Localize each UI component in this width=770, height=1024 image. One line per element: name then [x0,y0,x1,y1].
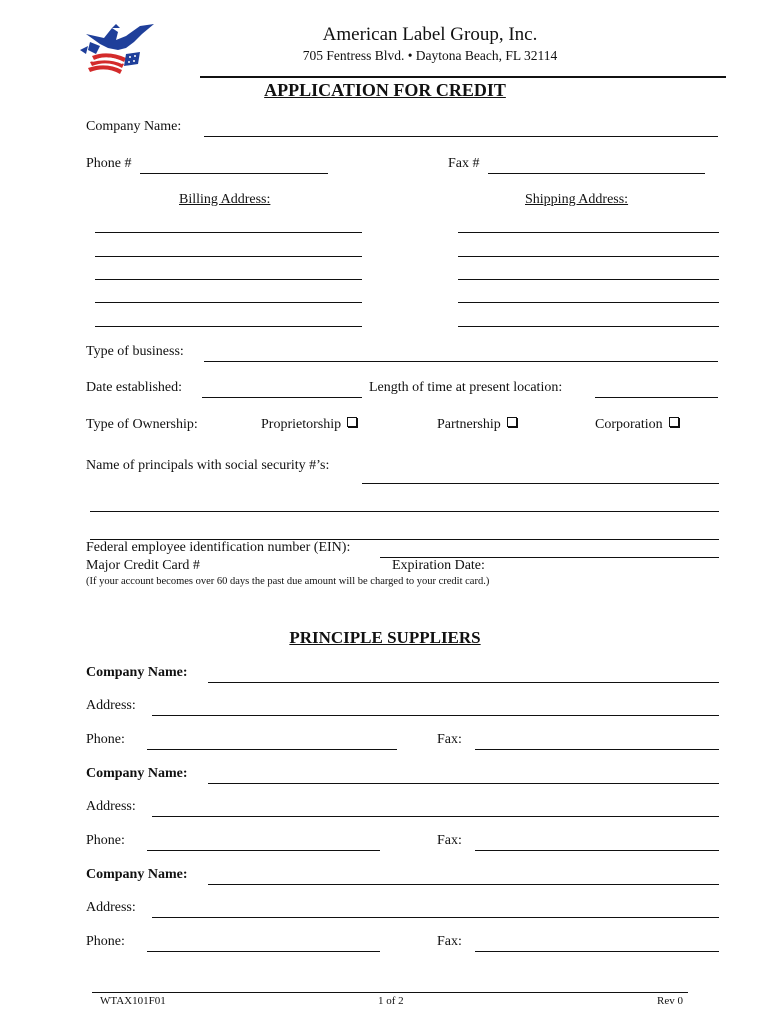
supplier-company-field[interactable] [208,664,719,683]
phone-field[interactable] [140,155,328,174]
partnership-label: Partnership [437,417,501,432]
shipping-address-line[interactable] [458,238,719,257]
supplier-fax-field[interactable] [475,731,719,750]
billing-address-label: Billing Address: [179,192,271,207]
billing-address-line[interactable] [95,214,362,233]
supplier-phone-label: Phone: [86,934,125,949]
page-title: APPLICATION FOR CREDIT [264,80,506,100]
credit-card-label: Major Credit Card # [86,558,200,573]
type-of-business-label: Type of business: [86,344,184,359]
supplier-address-field[interactable] [152,899,719,918]
supplier-phone-field[interactable] [147,933,380,952]
supplier-phone-field[interactable] [147,731,397,750]
date-established-label: Date established: [86,380,183,395]
shipping-address-line[interactable] [458,284,719,303]
supplier-company-label: Company Name: [86,766,188,781]
expiration-date-label: Expiration Date: [392,558,485,573]
supplier-phone-field[interactable] [147,832,380,851]
supplier-phone-label: Phone: [86,732,125,747]
footer-rule [92,992,688,993]
supplier-company-label: Company Name: [86,665,188,680]
type-of-business-field[interactable] [204,343,718,362]
proprietorship-label: Proprietorship [261,417,342,432]
company-name-label: Company Name: [86,119,182,134]
ein-field[interactable] [380,539,719,558]
supplier-phone-label: Phone: [86,833,125,848]
billing-address-line[interactable] [95,284,362,303]
page-number: 1 of 2 [378,995,404,1007]
revision: Rev 0 [657,995,683,1007]
company-name: American Label Group, Inc. [322,24,538,45]
company-logo [78,20,156,76]
principals-field-line[interactable] [90,521,719,540]
shipping-address-line[interactable] [458,308,719,327]
company-name-field[interactable] [204,118,718,137]
supplier-address-field[interactable] [152,798,719,817]
supplier-fax-label: Fax: [437,732,462,747]
supplier-fax-label: Fax: [437,833,462,848]
fax-label: Fax # [448,156,480,171]
type-of-ownership-label: Type of Ownership: [86,417,198,432]
supplier-company-label: Company Name: [86,867,188,882]
company-address: 705 Fentress Blvd. • Daytona Beach, FL 32114 [302,48,558,63]
supplier-fax-label: Fax: [437,934,462,949]
billing-address-line[interactable] [95,261,362,280]
header-rule [200,76,726,78]
length-of-time-field[interactable] [595,379,718,398]
proprietorship-option[interactable] [261,417,357,433]
supplier-fax-field[interactable] [475,832,719,851]
supplier-company-field[interactable] [208,765,719,784]
supplier-company-field[interactable] [208,866,719,885]
phone-label: Phone # [86,156,132,171]
principals-label: Name of principals with social security #’s: [86,458,330,473]
shipping-address-line[interactable] [458,214,719,233]
supplier-address-label: Address: [86,799,136,814]
partnership-checkbox[interactable] [507,417,517,427]
partnership-option[interactable] [437,417,517,433]
principals-field[interactable] [362,465,719,484]
shipping-address-line[interactable] [458,261,719,280]
billing-address-line[interactable] [95,308,362,327]
supplier-address-field[interactable] [152,697,719,716]
corporation-label: Corporation [595,417,663,432]
date-established-field[interactable] [202,379,362,398]
principals-field-line[interactable] [90,493,719,512]
supplier-address-label: Address: [86,900,136,915]
supplier-fax-field[interactable] [475,933,719,952]
proprietorship-checkbox[interactable] [347,417,357,427]
shipping-address-label: Shipping Address: [525,192,629,207]
form-code: WTAX101F01 [100,995,166,1007]
corporation-checkbox[interactable] [669,417,679,427]
credit-card-note: (If your account becomes over 60 days the past due amount will be charged to your credit card.) [86,576,490,587]
suppliers-title: PRINCIPLE SUPPLIERS [289,628,481,647]
length-of-time-label: Length of time at present location: [369,380,563,395]
ein-label: Federal employee identification number (EIN): [86,540,351,555]
billing-address-line[interactable] [95,238,362,257]
fax-field[interactable] [488,155,705,174]
corporation-option[interactable] [595,417,679,433]
supplier-address-label: Address: [86,698,136,713]
